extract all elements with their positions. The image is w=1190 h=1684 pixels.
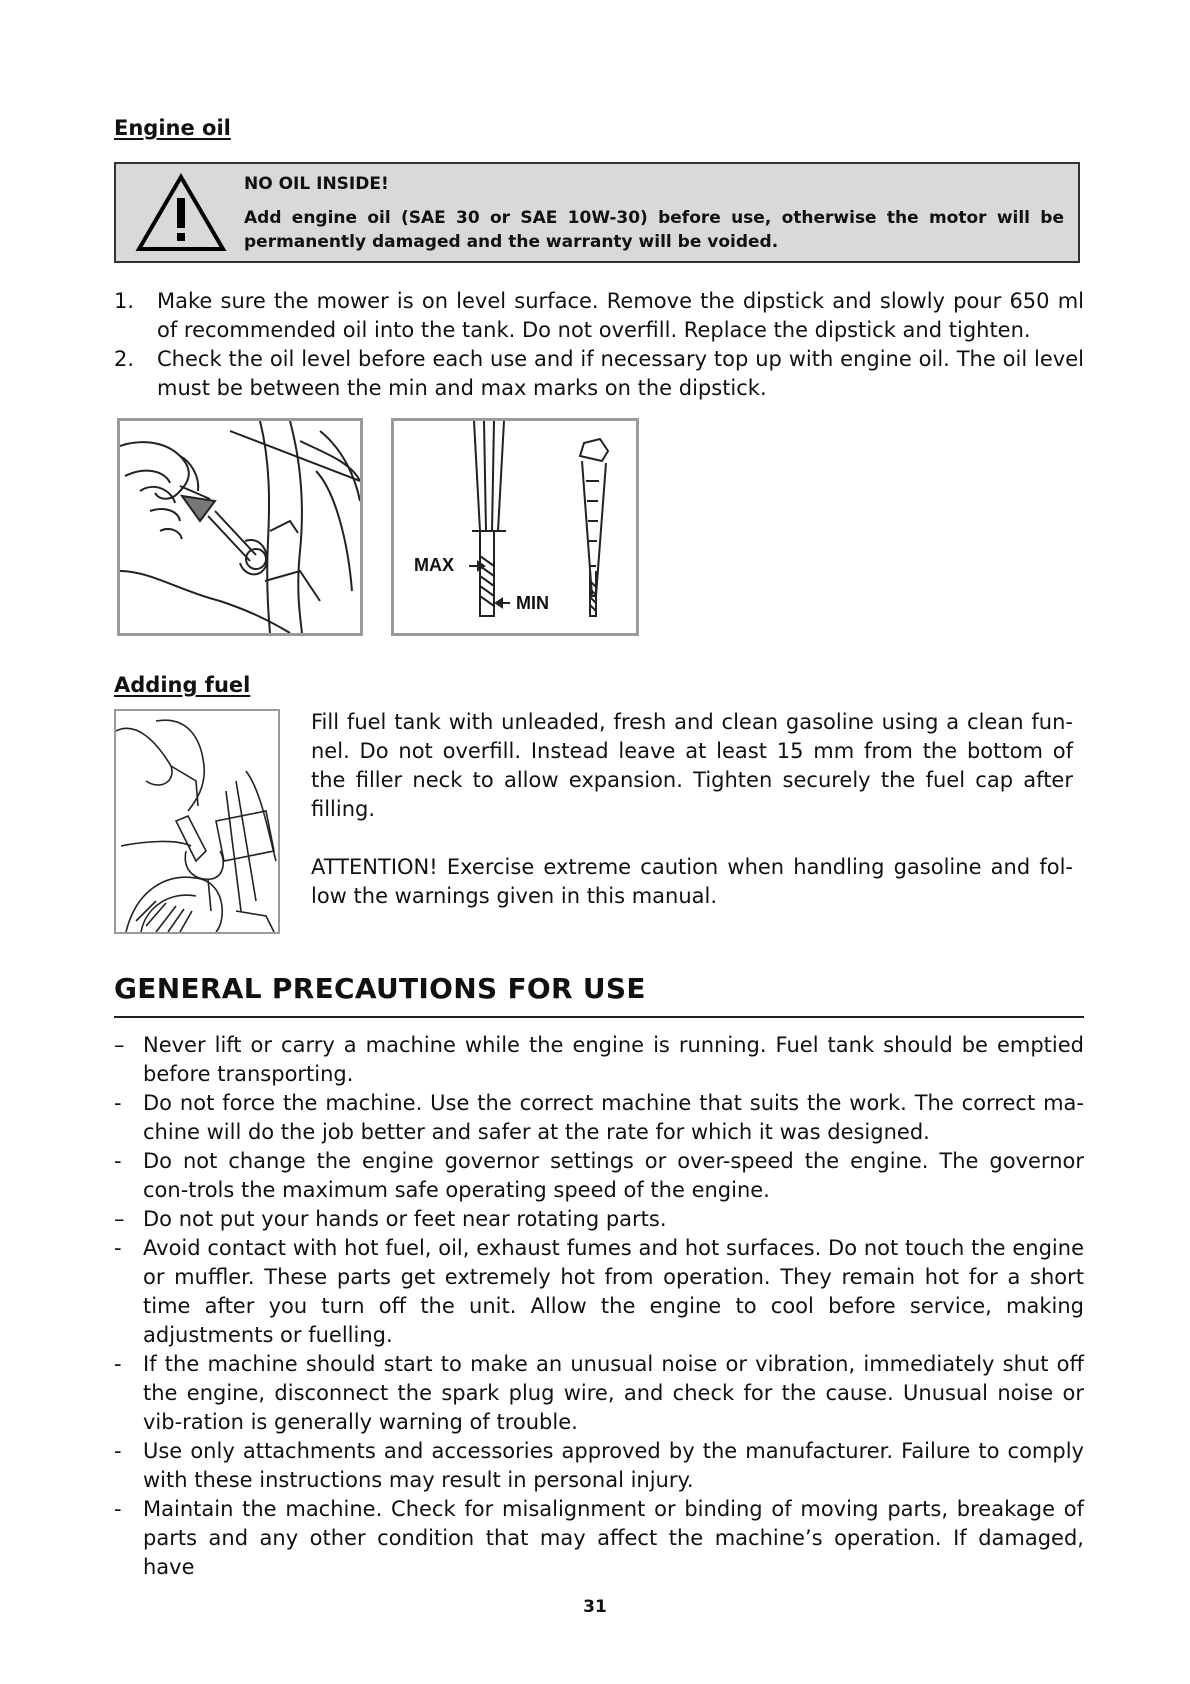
fuel-paragraph: Fill fuel tank with unleaded, fresh and clean gasoline using a clean fun-nel. Do not overfill. Instead leave at least 15 mm from the bottom of the filler neck to allow expansion. Tighten securely the fuel cap after filling. <box>311 710 1073 821</box>
fuel-filling-illustration <box>114 709 280 934</box>
fuel-attention-paragraph: ATTENTION! Exercise extreme caution when handling gasoline and fol-low the warnings given in this manual. <box>311 855 1073 908</box>
step-text: Make sure the mower is on level surface. Remove the dipstick and slowly pour 650 ml of recommended oil into the tank. Do not overfill. Replace the dipstick and tighten. <box>157 289 1084 342</box>
precaution-text: Avoid contact with hot fuel, oil, exhaust fumes and hot surfaces. Do not touch the engine or muffler. These parts get extremely hot from operation. They remain hot for a short time after you turn off the unit. Allow the engine to cool before service, making adjustments or fuelling. <box>143 1236 1084 1347</box>
list-marker: - <box>114 1149 122 1173</box>
step-text: Check the oil level before each use and if necessary top up with engine oil. The oil level must be between the min and max marks on the dipstick. <box>157 347 1084 400</box>
list-item <box>114 1350 1084 1437</box>
title-divider <box>114 1016 1084 1018</box>
list-item <box>114 345 1084 403</box>
precautions-list <box>114 1031 1084 1582</box>
adding-fuel-heading: Adding fuel <box>114 673 251 697</box>
list-item <box>114 1495 1084 1582</box>
list-marker: – <box>114 1033 125 1057</box>
page-number: 31 <box>583 1597 607 1617</box>
step-number: 1. <box>114 289 135 313</box>
list-item <box>114 287 1084 345</box>
precaution-text: Never lift or carry a machine while the engine is running. Fuel tank should be emptied before transporting. <box>143 1033 1084 1086</box>
list-marker: - <box>114 1091 122 1115</box>
list-item <box>114 1234 1084 1350</box>
list-marker: – <box>114 1207 125 1231</box>
list-item <box>114 1147 1084 1205</box>
warning-title: NO OIL INSIDE! <box>244 174 389 194</box>
list-item <box>114 1205 1084 1234</box>
warning-triangle-icon <box>134 172 228 254</box>
oil-steps-list <box>114 287 1084 403</box>
step-number: 2. <box>114 347 135 371</box>
precaution-text: Do not force the machine. Use the correct machine that suits the work. The correct ma-chine will do the job better and safer at the rate for which it was designed. <box>143 1091 1084 1144</box>
engine-oil-heading: Engine oil <box>114 116 231 140</box>
max-label: MAX <box>414 555 454 575</box>
list-marker: - <box>114 1497 122 1521</box>
list-marker: - <box>114 1439 122 1463</box>
list-item <box>114 1031 1084 1089</box>
min-label: MIN <box>516 593 549 613</box>
list-marker: - <box>114 1236 122 1260</box>
warning-box <box>114 162 1080 263</box>
precaution-text: Do not change the engine governor settings or over-speed the engine. The governor con-trols the maximum safe operating speed of the engine. <box>143 1149 1084 1202</box>
precaution-text: If the machine should start to make an unusual noise or vibration, immediately shut off the engine, disconnect the spark plug wire, and check for the cause. Unusual noise or vib-ration is generally warning of trouble. <box>143 1352 1084 1434</box>
fuel-instructions <box>311 708 1073 911</box>
dipstick-levels-illustration <box>391 418 639 636</box>
precautions-title: GENERAL PRECAUTIONS FOR USE <box>114 972 646 1005</box>
precaution-text: Use only attachments and accessories approved by the manufacturer. Failure to comply with these instructions may result in personal injury. <box>143 1439 1084 1492</box>
list-marker: - <box>114 1352 122 1376</box>
list-item <box>114 1437 1084 1495</box>
precaution-text: Maintain the machine. Check for misalignment or binding of moving parts, breakage of parts and any other condition that may affect the machine’s operation. If damaged, have <box>143 1497 1084 1579</box>
warning-text: Add engine oil (SAE 30 or SAE 10W-30) before use, otherwise the motor will be permanently damaged and the warranty will be voided. <box>244 208 1064 252</box>
precaution-text: Do not put your hands or feet near rotating parts. <box>143 1207 667 1231</box>
dipstick-removal-illustration <box>117 418 363 636</box>
list-item <box>114 1089 1084 1147</box>
